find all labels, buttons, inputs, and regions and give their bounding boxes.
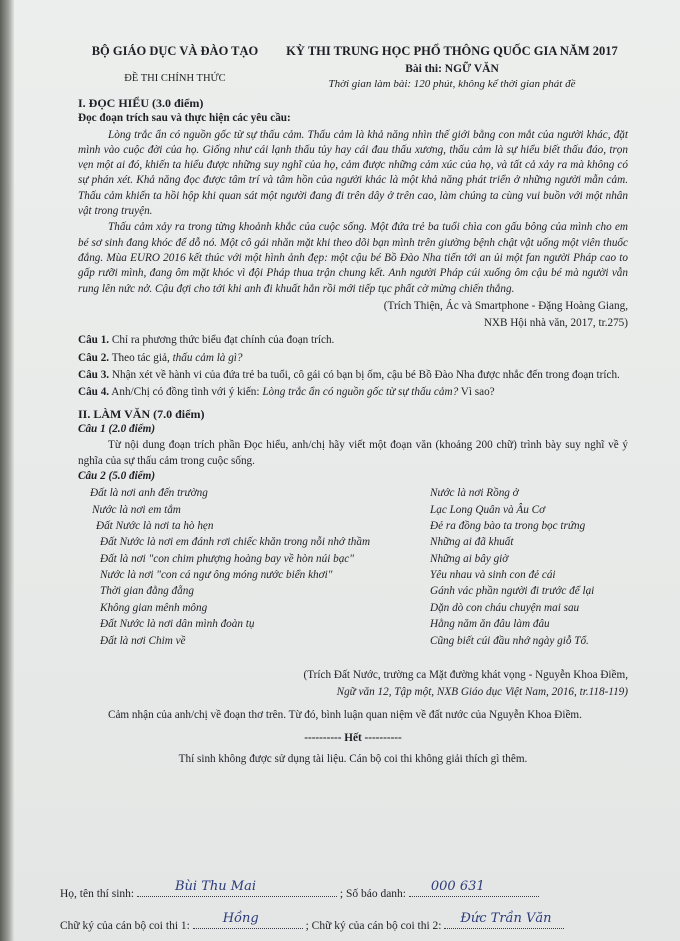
exam-note: Thí sinh không được sử dụng tài liệu. Cán bộ coi thi không giải thích gì thêm. (178, 753, 528, 766)
question-2-text: Theo tác giả, (109, 351, 173, 364)
official-label: ĐỀ THI CHÍNH THỨC (124, 73, 226, 84)
part1-heading: I. ĐỌC HIỂU (3.0 điểm) (78, 96, 204, 110)
candidate-number-label: ; Số báo danh: (339, 888, 406, 900)
part2-heading: II. LÀM VĂN (7.0 điểm) (78, 406, 205, 421)
poem-line: Những ai bây giờ (430, 552, 509, 565)
poem-line: Nước là nơi "con cá ngư ông móng nước biển khơi" (100, 569, 333, 582)
poem-line: Thời gian đằng đẵng (100, 585, 194, 598)
essay-1-label: Câu 1 (2.0 điểm) (78, 422, 156, 435)
question-4 (78, 385, 628, 400)
header-left (80, 44, 270, 84)
exam-body (78, 96, 628, 768)
candidate-name-label: Họ, tên thí sinh: (60, 888, 135, 900)
question-1-label: Câu 1. (78, 334, 110, 347)
poem-line: Không gian mênh mông (100, 601, 208, 614)
question-3-text: Nhận xét về hành vi của đứa trẻ ba tuổi, cô gái có bạn bị ốm, cậu bé Bồ Đào Nha được nhắc đến trong đoạn trích. (109, 369, 620, 382)
essay-1-prompt: Từ nội dung đoạn trích phần Đọc hiểu, anh/chị hãy viết một đoạn văn (khoảng 200 chữ) trình bày suy nghĩ về ý nghĩa của sự thấu cảm trong cuộc sống. (78, 439, 628, 467)
poem-line: Dặn dò con cháu chuyện mai sau (430, 601, 580, 614)
question-4-tail: Vì sao? (458, 386, 495, 399)
poem-line: Đất Nước là nơi ta hò hẹn (96, 519, 214, 532)
question-4-emphasis: Lòng trắc ẩn có nguồn gốc từ sự thấu cảm? (262, 386, 459, 399)
time-limit: Thời gian làm bài: 120 phút, không kể thời gian phát đề (328, 78, 576, 90)
question-2 (78, 351, 628, 366)
candidate-number-handwriting: 000 631 (430, 879, 485, 894)
part1-instruction: Đọc đoạn trích sau và thực hiện các yêu cầu: (78, 112, 291, 125)
poem-citation-2: Ngữ văn 12, Tập một, NXB Giáo dục Việt Nam, 2016, tr.118-119) (336, 686, 628, 699)
poem-right-column (430, 486, 594, 650)
candidate-info-row (60, 879, 650, 900)
poem-line: Những ai đã khuất (430, 536, 514, 549)
proctor-2-signature: Đức Trần Văn (460, 911, 552, 926)
proctor-2-signature-field[interactable] (444, 911, 564, 929)
subject-label: Bài thi: NGỮ VĂN (405, 63, 499, 75)
poem-line: Đất là nơi Chim về (100, 634, 186, 647)
candidate-number-field[interactable] (409, 879, 539, 897)
question-3 (78, 368, 628, 383)
table-edge (0, 0, 14, 941)
proctor-signature-row (60, 911, 650, 932)
poem-line: Lạc Long Quân và Âu Cơ (430, 503, 546, 516)
passage-paragraph-2: Thấu cảm xảy ra trong từng khoảnh khắc của cuộc sống. Một đứa trẻ ba tuổi chìa con gấu bông của mình cho em bé sơ sinh đang khóc để dỗ nó. Một cô gái nhăn mặt khi theo dõi bạn mình trên giường bệnh chật vật uống một viên thuốc đắng. Mùa EURO 2016 kết thúc với một hình ảnh đẹp: một cậu bé Bồ Đào Nha tiến tới an ủi một fan người Pháp cao to gấp rưỡi mình, đang ôm mặt khóc vì đội Pháp thua trận chung kết. Anh người Pháp cúi xuống ôm cậu bé mà người vẫn rung lên nức nở. Cậu đợi cho tới khi anh đi khuất hẳn rồi mới tiếp tục phất cờ mừng chiến thắng. (78, 221, 628, 295)
candidate-name-field[interactable] (137, 879, 337, 897)
poem-line: Gánh vác phần người đi trước để lại (430, 585, 595, 598)
passage-paragraph-1: Lòng trắc ẩn có nguồn gốc từ sự thấu cảm. Thấu cảm là khả năng nhìn thế giới bằng con mắt của người khác, đặt mình vào cuộc đời của họ. Giống như cái lạnh thấu tủy hay cái đau thấu xương, thấu cảm là sự hiểu biết thấu đáo, trọn vẹn một ai đó, khiến ta hiểu được những suy nghĩ của họ, cảm được những cảm xúc của họ, và tất cả xảy ra mà không có sự phán xét. Khả năng đọc được tâm trí và tâm hồn của người khác là một khả năng phát triển ở những người mẫn cảm. Thấu cảm khiến ta hồi hộp khi quan sát một người đang đi trên dây ở trên cao, làm chúng ta cùng vui buồn với một nhân vật trong truyện. (78, 128, 628, 218)
proctor-1-signature-field[interactable] (193, 911, 303, 929)
poem-line: Đẻ ra đồng bào ta trong bọc trứng (430, 519, 586, 532)
question-1 (78, 333, 628, 348)
poem-excerpt (78, 486, 628, 666)
question-4-label: Câu 4. (78, 386, 110, 399)
poem-citation-1: (Trích Đất Nước, trường ca Mặt đường khát vọng - Nguyễn Khoa Điềm, (303, 669, 628, 682)
poem-line: Đất Nước là nơi em đánh rơi chiếc khăn trong nỗi nhớ thầm (100, 536, 371, 549)
question-2-emphasis: thấu cảm là gì? (172, 351, 243, 364)
candidate-name-handwriting: Bùi Thu Mai (175, 879, 256, 894)
poem-line: Đất Nước là nơi dân mình đoàn tụ (100, 618, 255, 631)
header-right (272, 44, 632, 90)
exam-title: KỲ THI TRUNG HỌC PHỔ THÔNG QUỐC GIA NĂM 2017 (286, 44, 618, 58)
question-2-label: Câu 2. (78, 351, 110, 364)
poem-line: Nước là nơi Rồng ở (430, 487, 519, 500)
poem-line: Yêu nhau và sinh con đẻ cái (430, 569, 556, 582)
question-1-text: Chỉ ra phương thức biểu đạt chính của đoạn trích. (109, 334, 335, 347)
end-marker: ---------- Hết ---------- (304, 732, 402, 745)
question-4-text: Anh/Chị có đồng tình với ý kiến: (109, 386, 263, 399)
poem-line: Nước là nơi em tắm (92, 503, 181, 516)
essay-2-label: Câu 2 (5.0 điểm) (78, 469, 156, 482)
question-3-label: Câu 3. (78, 369, 110, 382)
ministry-name: BỘ GIÁO DỤC VÀ ĐÀO TẠO (91, 44, 259, 58)
essay-2-task: Cảm nhận của anh/chị về đoạn thơ trên. Từ đó, bình luận quan niệm về đất nước của Nguyễn Khoa Điềm. (108, 708, 582, 721)
poem-line: Đất là nơi "con chim phượng hoàng bay về hòn núi bạc" (100, 552, 354, 565)
poem-left-column (90, 486, 370, 650)
passage-citation-2: NXB Hội nhà văn, 2017, tr.275) (483, 317, 628, 330)
proctor-1-label: Chữ ký của cán bộ coi thi 1: (60, 920, 190, 932)
poem-line: Cũng biết cúi đầu nhớ ngày giỗ Tổ. (430, 634, 589, 647)
passage-citation-1: (Trích Thiện, Ác và Smartphone - Đặng Hoàng Giang, (383, 299, 628, 312)
proctor-2-label: ; Chữ ký của cán bộ coi thi 2: (305, 920, 442, 932)
poem-line: Hằng năm ăn đâu làm đâu (430, 618, 550, 631)
proctor-1-signature: Hồng (222, 911, 259, 926)
poem-line: Đất là nơi anh đến trường (90, 487, 208, 500)
